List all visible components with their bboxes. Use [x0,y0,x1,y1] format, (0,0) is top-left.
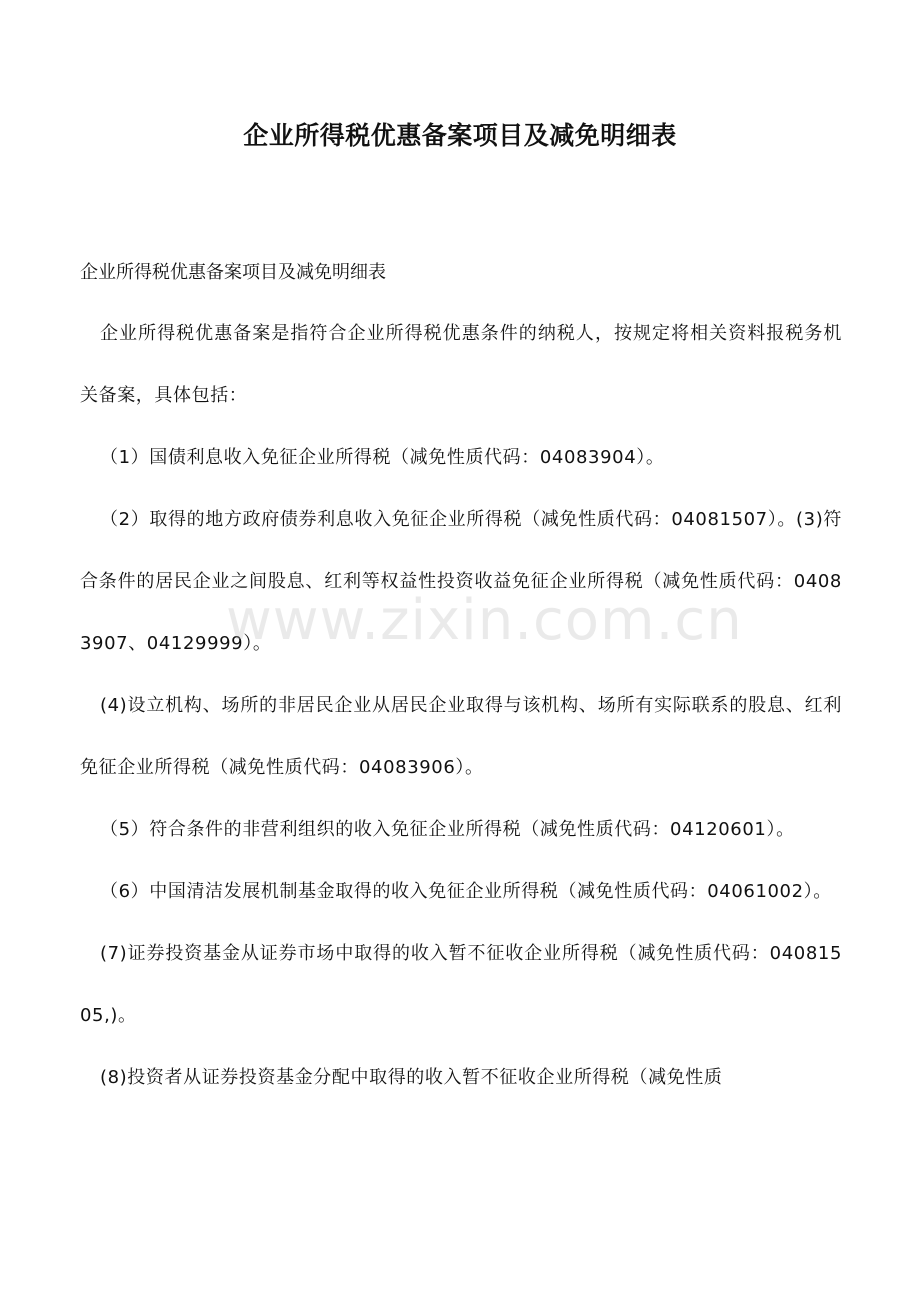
watermark: www.zixin.com.cn [226,588,743,653]
list-item: （2）取得的地方政府债券利息收入免征企业所得税（减免性质代码：04081507）。(3)符合条件的居民企业之间股息、红利等权益性投资收益免征企业所得税（减免性质代码：04083907、04129999）。 [80,509,842,654]
document-subtitle: 企业所得税优惠备案项目及减免明细表 [80,262,386,283]
list-item: （5）符合条件的非营利组织的收入免征企业所得税（减免性质代码：04120601）。 [100,819,795,840]
list-item: (4)设立机构、场所的非居民企业从居民企业取得与该机构、场所有实际联系的股息、红利免征企业所得税（减免性质代码：04083906）。 [80,695,842,778]
list-item: (7)证券投资基金从证券市场中取得的收入暂不征收企业所得税（减免性质代码：04081505,)。 [80,943,842,1026]
list-item: (8)投资者从证券投资基金分配中取得的收入暂不征收企业所得税（减免性质 [100,1067,723,1088]
list-item: （6）中国清洁发展机制基金取得的收入免征企业所得税（减免性质代码：04061002）。 [100,881,832,902]
intro-paragraph: 企业所得税优惠备案是指符合企业所得税优惠条件的纳税人，按规定将相关资料报税务机关备案，具体包括： [80,323,842,406]
document-title: 企业所得税优惠备案项目及减免明细表 [243,121,677,150]
document-body [80,252,842,1109]
list-item: （1）国债利息收入免征企业所得税（减免性质代码：04083904）。 [100,447,665,468]
